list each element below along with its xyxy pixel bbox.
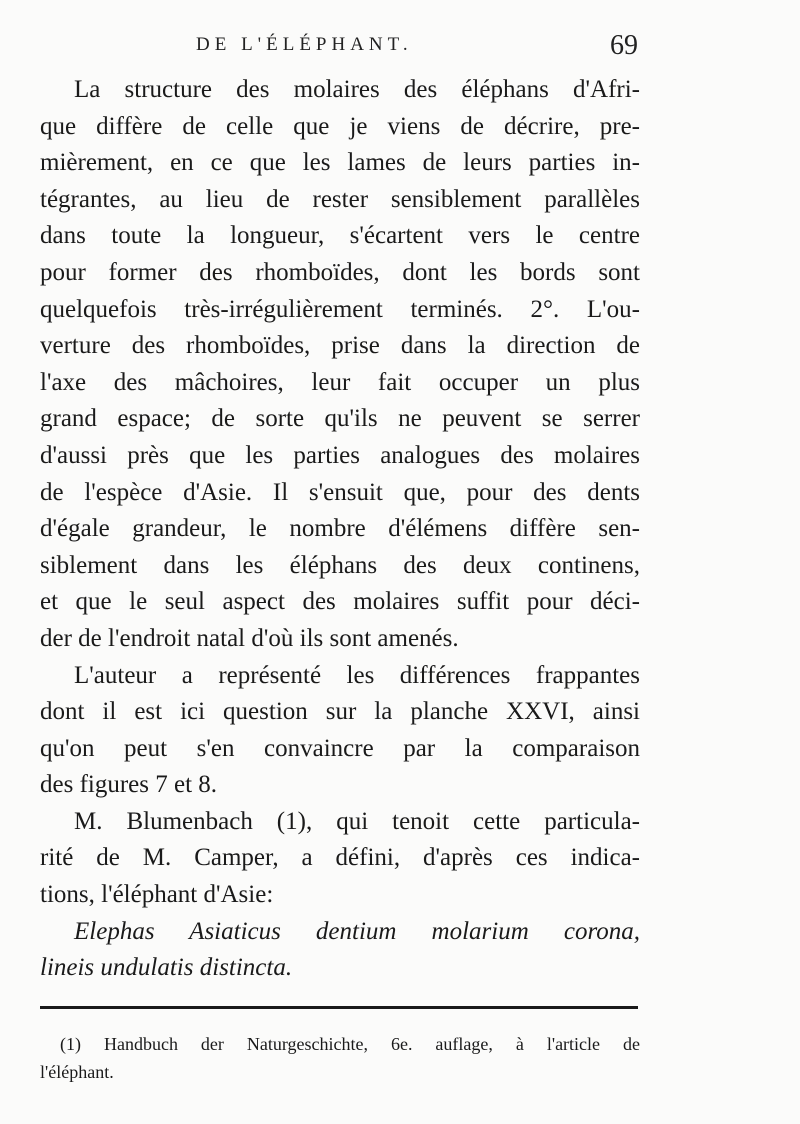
text-line: tions, l'éléphant d'Asie: [40,881,274,909]
text-line: verture des rhomboïdes, prise dans la direction de [40,332,640,360]
text-line: de l'espèce d'Asie. Il s'ensuit que, pour des dents [40,478,640,506]
text-line: d'aussi près que les parties analogues des molaires [40,441,640,469]
text-line: M. Blumenbach (1), qui tenoit cette particula- [74,807,640,835]
latin-diagnosis-line: Elephas Asiaticus dentium molarium corona, [74,917,640,945]
text-line: tégrantes, au lieu de rester sensiblement parallèles [40,185,640,213]
main-text [40,72,640,987]
text-line: dont il est ici question sur la planche XXVI, ainsi [40,698,640,726]
footnote-rule [40,1006,638,1009]
text-line: L'auteur a représenté les différences frappantes [74,661,640,689]
text-line: que diffère de celle que je viens de décrire, pre- [40,112,640,140]
text-line: grand espace; de sorte qu'ils ne peuvent se serrer [40,405,640,433]
footnote [40,1030,640,1086]
text-line: der de l'endroit natal d'où ils sont amenés. [40,624,459,652]
text-line: l'axe des mâchoires, leur fait occuper un plus [40,368,640,396]
text-line: siblement dans les éléphans des deux continens, [40,551,640,579]
text-line: dans toute la longueur, s'écartent vers le centre [40,222,640,250]
text-line: quelquefois très-irrégulièrement terminés. 2°. L'ou- [40,295,640,323]
text-line: rité de M. Camper, a défini, d'après ces indica- [40,844,640,872]
page-number: 69 [610,30,638,61]
text-line: et que le seul aspect des molaires suffit pour déci- [40,588,640,616]
text-line: d'égale grandeur, le nombre d'élémens diffère sen- [40,515,640,543]
text-line: La structure des molaires des éléphans d'Afri- [74,76,640,103]
latin-diagnosis-line: lineis undulatis distincta. [40,954,293,982]
text-line: mièrement, en ce que les lames de leurs parties in- [40,149,640,177]
running-title: DE L'ÉLÉPHANT. [196,34,413,55]
footnote-line: l'éléphant. [40,1062,114,1082]
text-line: qu'on peut s'en convaincre par la comparaison [40,734,640,762]
text-line: pour former des rhomboïdes, dont les bords sont [40,258,640,286]
footnote-line: (1) Handbuch der Naturgeschichte, 6e. auflage, à l'article de [60,1034,640,1054]
text-line: des figures 7 et 8. [40,771,218,799]
